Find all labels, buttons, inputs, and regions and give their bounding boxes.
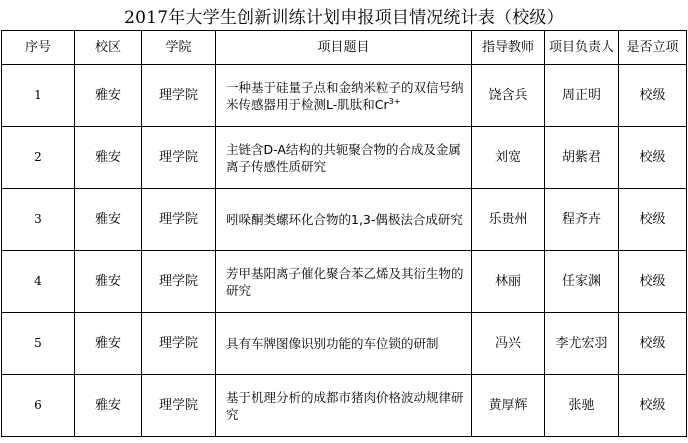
project-table xyxy=(1,30,687,437)
cell-college: 理学院 xyxy=(142,127,216,189)
cell-advisor: 刘宽 xyxy=(472,127,545,189)
header-approved: 是否立项 xyxy=(619,31,687,65)
cell-college: 理学院 xyxy=(142,375,216,437)
cell-leader: 程齐卉 xyxy=(545,189,619,251)
cell-no: 3 xyxy=(2,189,75,251)
cell-topic xyxy=(216,65,472,127)
cell-advisor: 乐贵州 xyxy=(472,189,545,251)
cell-topic: 芳甲基阳离子催化聚合苯乙烯及其衍生物的研究 xyxy=(216,251,472,313)
header-row xyxy=(2,31,687,65)
cell-college: 理学院 xyxy=(142,313,216,375)
header-no: 序号 xyxy=(2,31,75,65)
cell-topic: 主链含D-A结构的共轭聚合物的合成及金属离子传感性质研究 xyxy=(216,127,472,189)
cell-campus: 雅安 xyxy=(75,189,142,251)
cell-no: 4 xyxy=(2,251,75,313)
cell-approved: 校级 xyxy=(619,375,687,437)
cell-approved: 校级 xyxy=(619,251,687,313)
cell-college: 理学院 xyxy=(142,65,216,127)
cell-advisor: 饶含兵 xyxy=(472,65,545,127)
cell-approved: 校级 xyxy=(619,65,687,127)
cell-advisor: 林丽 xyxy=(472,251,545,313)
cell-leader: 张驰 xyxy=(545,375,619,437)
table-row xyxy=(2,375,687,437)
header-advisor: 指导教师 xyxy=(472,31,545,65)
table-row xyxy=(2,65,687,127)
cell-campus: 雅安 xyxy=(75,251,142,313)
cell-campus: 雅安 xyxy=(75,65,142,127)
cell-leader: 李尤宏羽 xyxy=(545,313,619,375)
cell-no: 2 xyxy=(2,127,75,189)
cell-approved: 校级 xyxy=(619,313,687,375)
table-row xyxy=(2,127,687,189)
header-leader: 项目负责人 xyxy=(545,31,619,65)
cell-no: 5 xyxy=(2,313,75,375)
cell-topic: 基于机理分析的成都市猪肉价格波动规律研究 xyxy=(216,375,472,437)
cell-no: 6 xyxy=(2,375,75,437)
cell-advisor: 冯兴 xyxy=(472,313,545,375)
cell-advisor: 黄厚辉 xyxy=(472,375,545,437)
topic-text: 一种基于硅量子点和金纳米粒子的双信号纳米传感器用于检测L-肌肽和Cr xyxy=(226,79,464,112)
cell-college: 理学院 xyxy=(142,251,216,313)
cell-leader: 胡紫君 xyxy=(545,127,619,189)
cell-topic: 具有车牌图像识别功能的车位锁的研制 xyxy=(216,313,472,375)
table-row xyxy=(2,251,687,313)
cell-campus: 雅安 xyxy=(75,127,142,189)
cell-approved: 校级 xyxy=(619,127,687,189)
cell-campus: 雅安 xyxy=(75,313,142,375)
cell-leader: 任家渊 xyxy=(545,251,619,313)
cell-topic: 吲哚酮类螺环化合物的1,3-偶极法合成研究 xyxy=(216,189,472,251)
cell-leader: 周正明 xyxy=(545,65,619,127)
header-topic: 项目题目 xyxy=(216,31,472,65)
cell-campus: 雅安 xyxy=(75,375,142,437)
cell-college: 理学院 xyxy=(142,189,216,251)
table-row xyxy=(2,313,687,375)
cell-approved: 校级 xyxy=(619,189,687,251)
table-title: 2017年大学生创新训练计划申报项目情况统计表（校级） xyxy=(124,7,564,28)
topic-superscript: 3+ xyxy=(388,96,401,106)
cell-no: 1 xyxy=(2,65,75,127)
header-college: 学院 xyxy=(142,31,216,65)
table-row xyxy=(2,189,687,251)
header-campus: 校区 xyxy=(75,31,142,65)
